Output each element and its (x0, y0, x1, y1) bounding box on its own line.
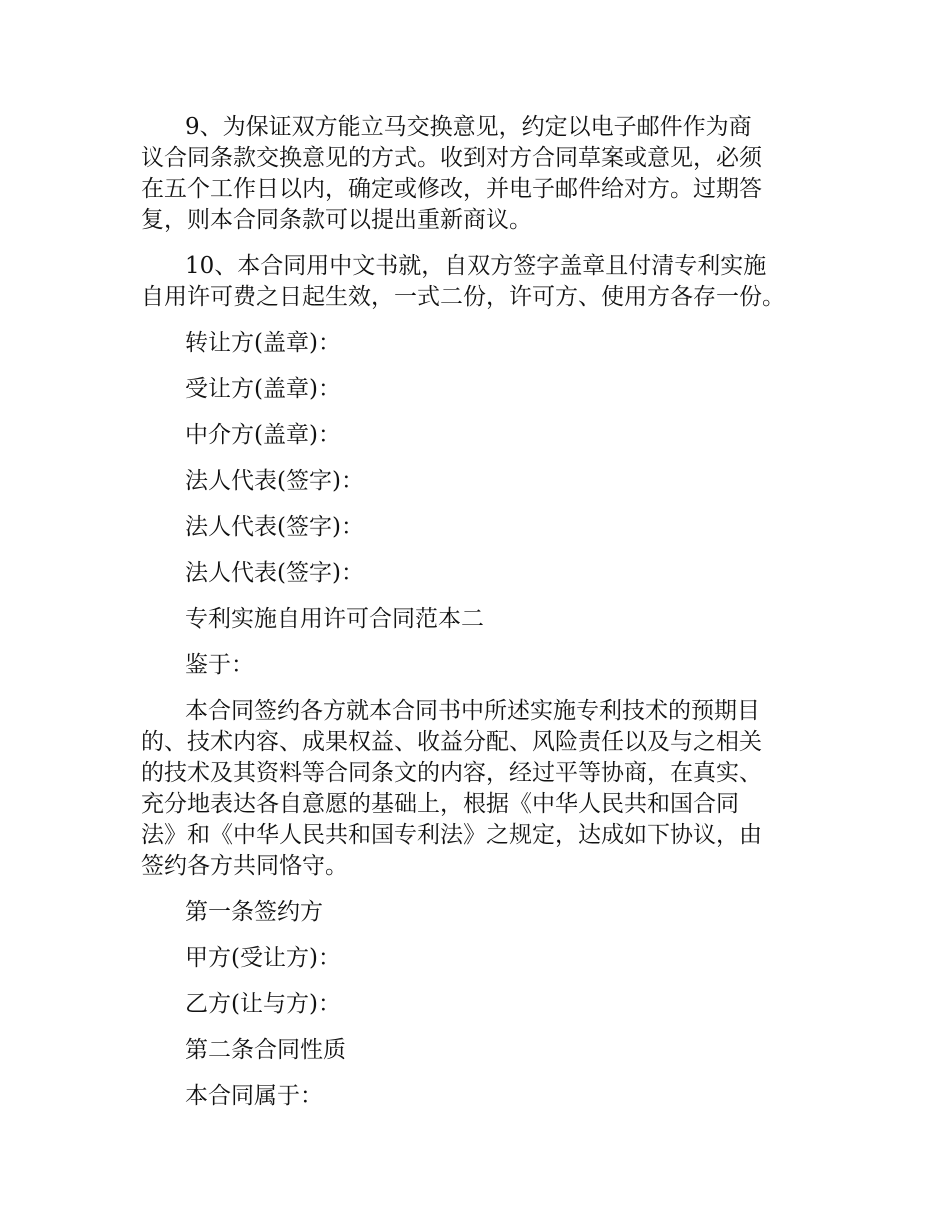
legal-representative-signature-line: 法人代表(签字)： (185, 468, 364, 494)
template-two-heading: 专利实施自用许可合同范本二 (185, 606, 484, 632)
text-line: 签约各方共同恪守。 (141, 853, 348, 879)
legal-representative-signature-line: 法人代表(签字)： (185, 514, 364, 540)
article-2-heading: 第二条合同性质 (185, 1037, 346, 1063)
intermediary-seal-line: 中介方(盖章)： (185, 422, 341, 448)
preamble-paragraph (141, 696, 826, 882)
transferee-seal-line: 受让方(盖章)： (185, 376, 341, 402)
party-a-line: 甲方(受让方)： (185, 945, 341, 971)
whereas-heading: 鉴于： (185, 652, 254, 678)
contract-type-line: 本合同属于： (185, 1083, 323, 1109)
party-b-line: 乙方(让与方)： (185, 991, 341, 1017)
legal-representative-signature-line: 法人代表(签字)： (185, 560, 364, 586)
text-line: 充分地表达各自意愿的基础上，根据《中华人民共和国合同 (141, 791, 739, 817)
text-line: 自用许可费之日起生效，一式二份，许可方、使用方各存一份。 (141, 284, 785, 310)
clause-10-paragraph (141, 251, 826, 313)
article-1-heading: 第一条签约方 (185, 899, 323, 925)
text-line: 的技术及其资料等合同条文的内容，经过平等协商，在真实、 (141, 760, 762, 786)
text-line: 10、本合同用中文书就，自双方签字盖章且付清专利实施 (185, 253, 767, 279)
text-line: 9、为保证双方能立马交换意见，约定以电子邮件作为商 (185, 114, 752, 140)
text-line: 的、技术内容、成果权益、收益分配、风险责任以及与之相关 (141, 729, 762, 755)
text-line: 在五个工作日以内，确定或修改，并电子邮件给对方。过期答 (141, 176, 762, 202)
transferor-seal-line: 转让方(盖章)： (185, 330, 341, 356)
text-line: 本合同签约各方就本合同书中所述实施专利技术的预期目 (185, 698, 760, 724)
document-page (141, 112, 826, 1127)
clause-9-paragraph (141, 112, 826, 236)
text-line: 议合同条款交换意见的方式。收到对方合同草案或意见，必须 (141, 145, 762, 171)
text-line: 法》和《中华人民共和国专利法》之规定，达成如下协议，由 (141, 822, 762, 848)
text-line: 复，则本合同条款可以提出重新商议。 (141, 207, 532, 233)
